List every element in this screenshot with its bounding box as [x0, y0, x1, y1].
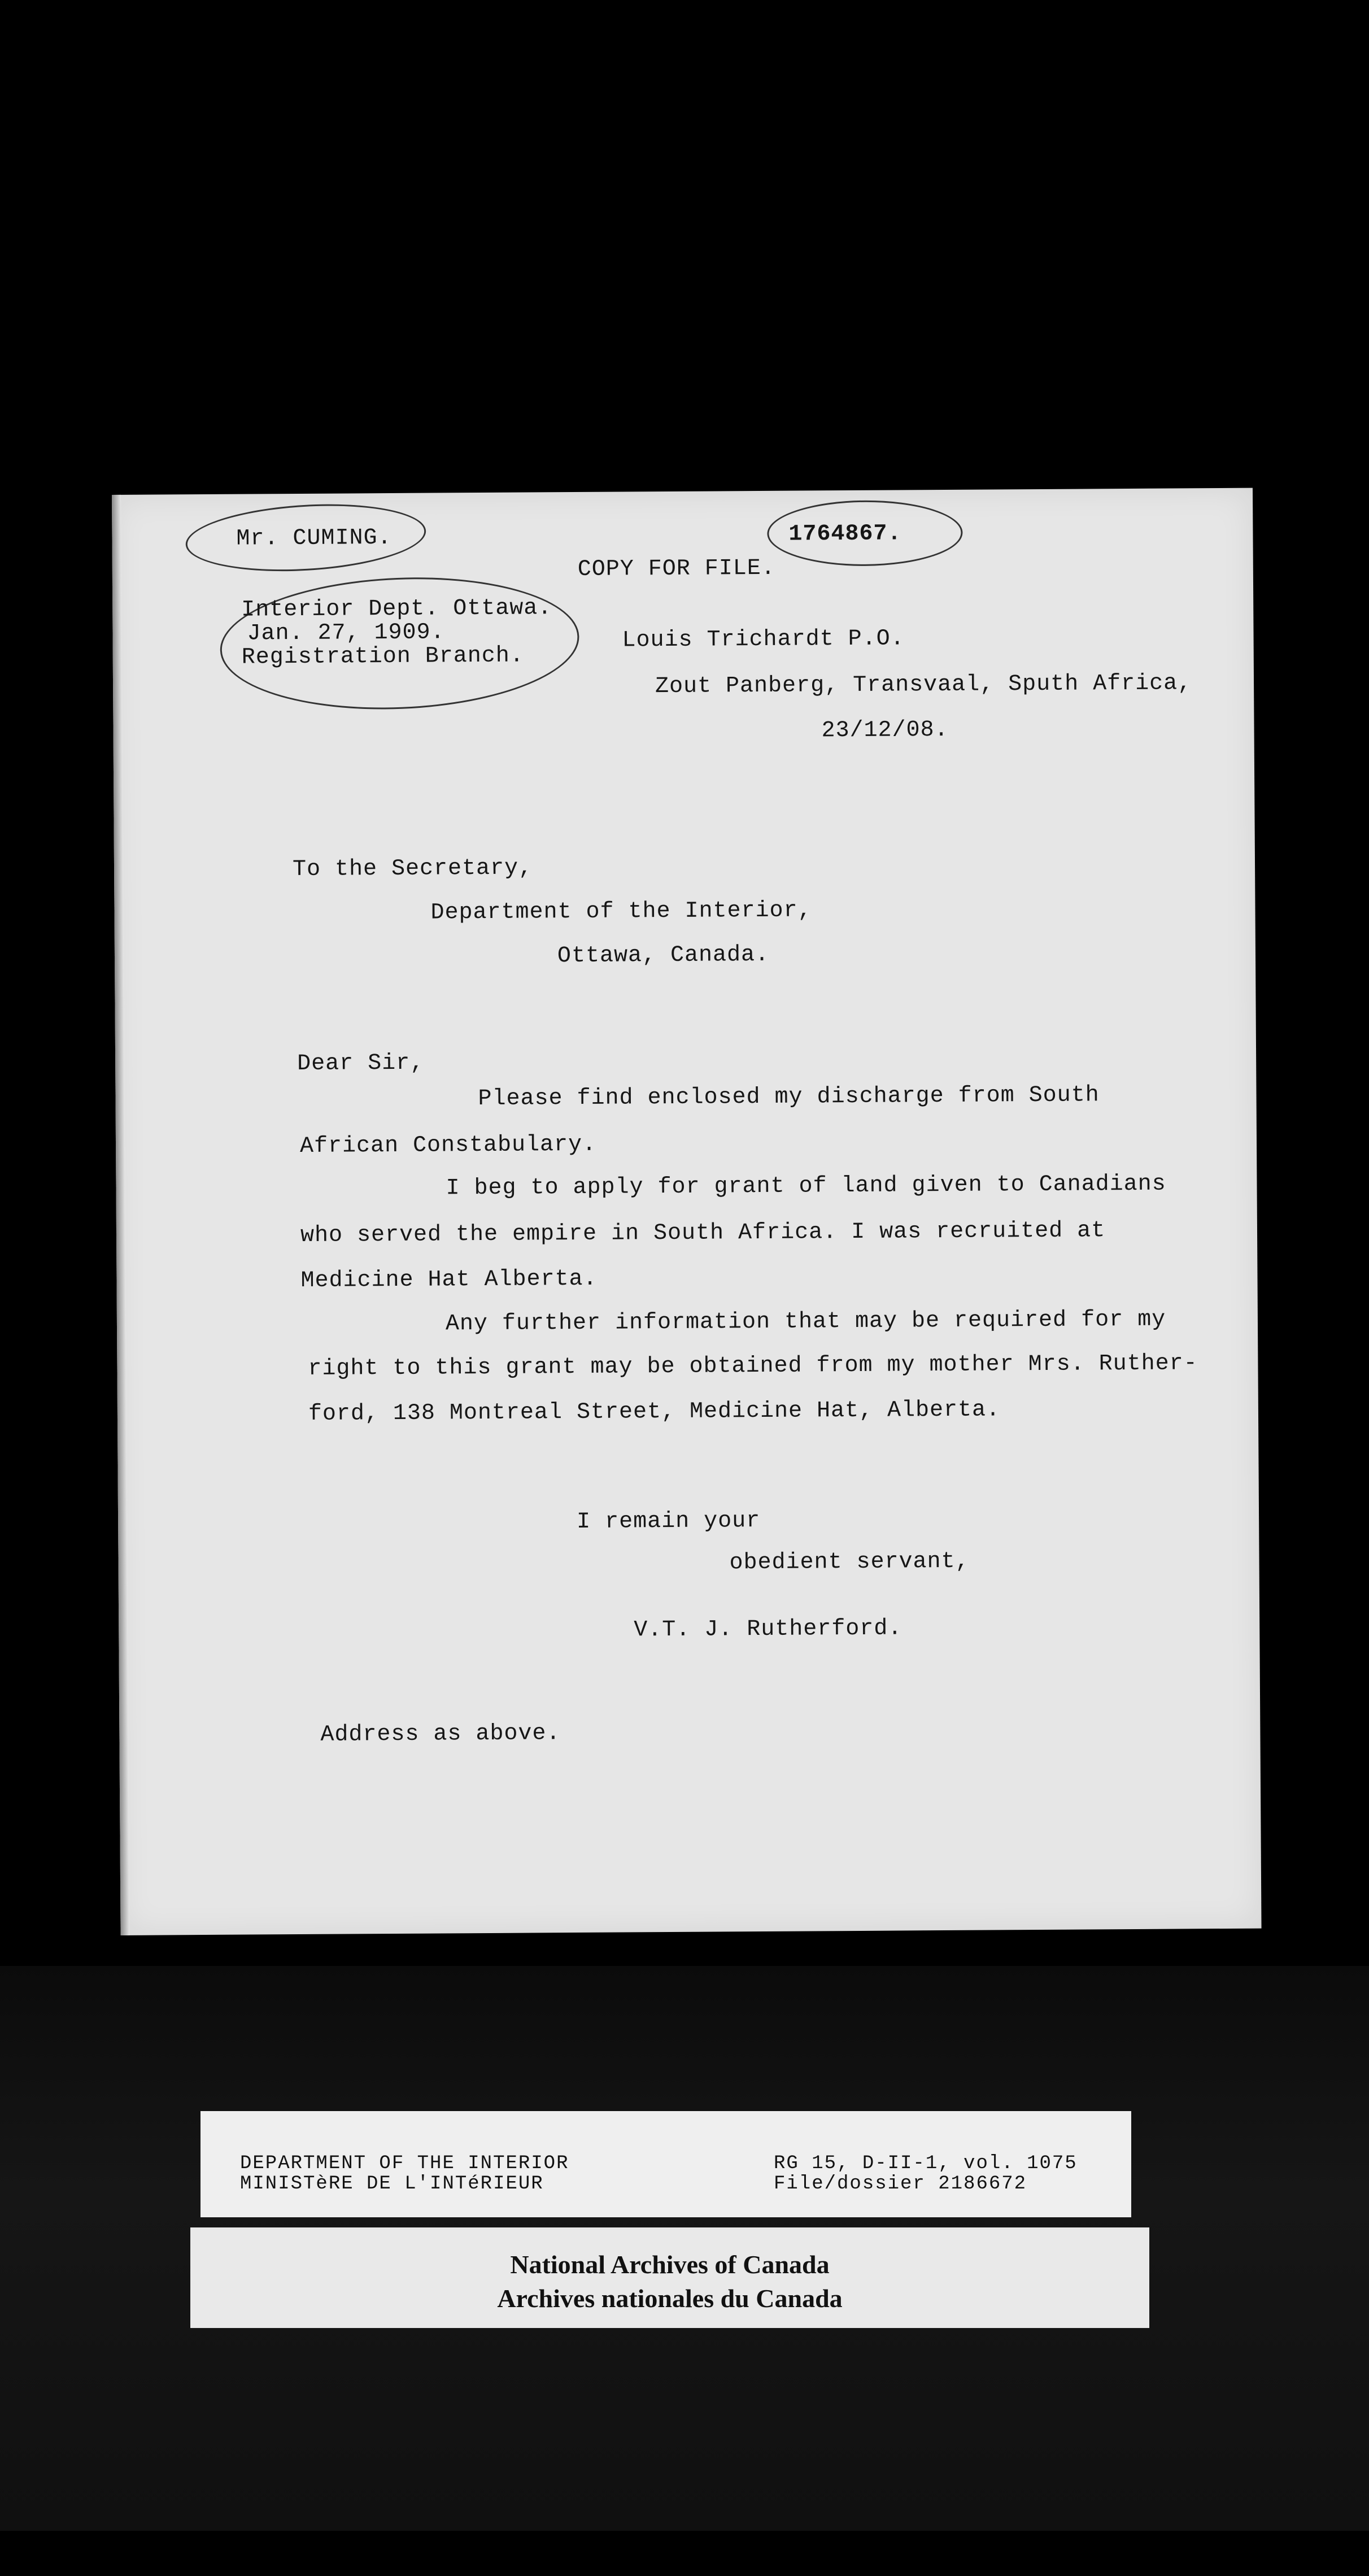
recipient-line-3: Ottawa, Canada. [557, 942, 770, 969]
file-number: 1764867. [788, 521, 902, 547]
archives-banner [190, 2227, 1149, 2328]
body-line: ford, 138 Montreal Street, Medicine Hat, Alberta. [308, 1397, 1001, 1427]
body-line: right to this grant may be obtained from my mother Mrs. Ruther- [308, 1351, 1198, 1382]
body-line: Any further information that may be required for my [445, 1307, 1166, 1337]
recipient-line-2: Department of the Interior, [430, 898, 812, 926]
stamp-line-2: Jan. 27, 1909. [247, 620, 445, 647]
stamp-line-3: Registration Branch. [241, 643, 524, 671]
postscript: Address as above. [320, 1721, 561, 1748]
department-french: MINISTèRE DE L'INTéRIEUR [240, 2173, 544, 2195]
signature: V.T. J. Rutherford. [634, 1616, 903, 1643]
page-edge-shadow [112, 495, 130, 1935]
stamp-line-1: Interior Dept. Ottawa. [241, 595, 552, 623]
archive-reference: RG 15, D-II-1, vol. 1075 [774, 2153, 1078, 2174]
body-line: who served the empire in South Africa. I was recruited at [300, 1218, 1106, 1248]
sender-address-line-2: Zout Panberg, Transvaal, Sputh Africa, [655, 671, 1192, 700]
body-line: African Constabulary. [299, 1132, 597, 1159]
copy-for-file-note: COPY FOR FILE. [577, 555, 776, 582]
body-line: Medicine Hat Alberta. [300, 1266, 598, 1294]
archive-file-number: File/dossier 2186672 [774, 2173, 1027, 2195]
closing-line-2: obedient servant, [729, 1548, 970, 1576]
archive-reference-label [200, 2111, 1131, 2217]
body-line: Please find enclosed my discharge from South [478, 1082, 1100, 1112]
attention-line: Mr. CUMING. [236, 525, 392, 552]
archives-name-french: Archives nationales du Canada [497, 2284, 843, 2313]
department-english: DEPARTMENT OF THE INTERIOR [240, 2153, 569, 2174]
sender-address-line-1: Louis Trichardt P.O. [622, 626, 905, 654]
recipient-line-1: To the Secretary, [292, 855, 533, 883]
letter-page [112, 488, 1262, 1935]
letter-date: 23/12/08. [821, 717, 949, 744]
salutation: Dear Sir, [297, 1050, 425, 1077]
body-line: I beg to apply for grant of land given to Canadians [446, 1171, 1166, 1202]
closing-line-1: I remain your [576, 1508, 761, 1535]
archives-name-english: National Archives of Canada [510, 2250, 830, 2279]
